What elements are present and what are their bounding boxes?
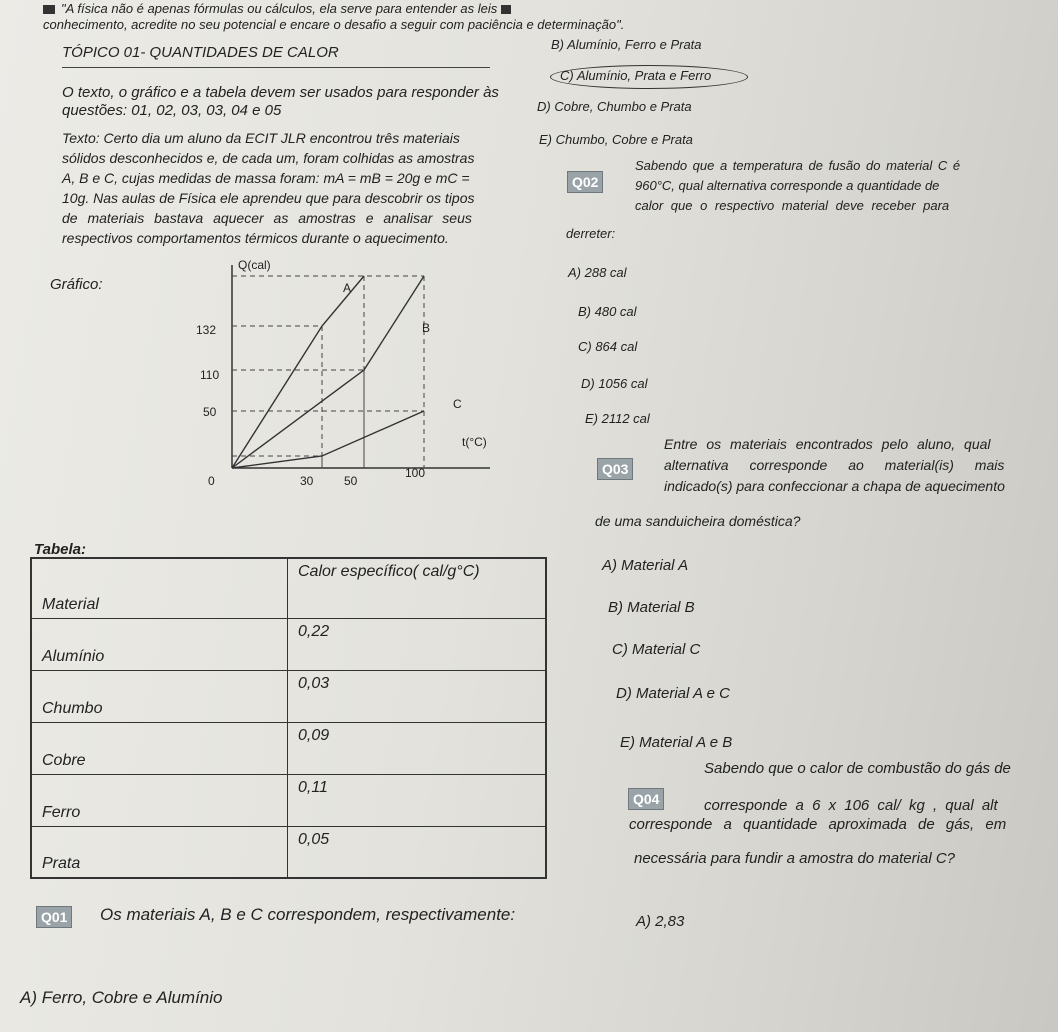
table-cell-calor: 0,11 [288, 774, 547, 826]
table-row [31, 774, 546, 826]
y-tick-132: 132 [196, 323, 217, 337]
x-axis-label: t(°C) [462, 435, 487, 449]
q04-line4: necessária para fundir a amostra do material C? [634, 850, 955, 867]
series-line-c [232, 411, 424, 468]
table-cell-calor: 0,03 [288, 670, 547, 722]
table-row [31, 722, 546, 774]
q01-option-d: D) Cobre, Chumbo e Prata [537, 99, 692, 114]
intro-line2: questões: 01, 02, 03, 03, 04 e 05 [62, 102, 282, 119]
table-header-calor: Calor específico( cal/g°C) [288, 558, 547, 618]
q03-option-d: D) Material A e C [616, 685, 730, 702]
table-cell-calor: 0,09 [288, 722, 547, 774]
q03-line2: alternativa corresponde ao material(is) mais [664, 457, 1005, 473]
q01-option-b: B) Alumínio, Ferro e Prata [551, 37, 702, 52]
q04-line1: Sabendo que o calor de combustão do gás de [704, 760, 1011, 777]
x-tick-50: 50 [344, 474, 358, 488]
intro-line1: O texto, o gráfico e a tabela devem ser usados para responder às [62, 84, 499, 101]
table-row [31, 670, 546, 722]
table-row [31, 618, 546, 670]
q03-option-b: B) Material B [608, 599, 695, 616]
q02-line1: Sabendo que a temperatura de fusão do material C é [635, 158, 961, 173]
text-line6: respectivos comportamentos térmicos durante o aquecimento. [62, 230, 449, 246]
y-tick-50: 50 [203, 405, 217, 419]
q02-line2: 960°C, qual alternativa corresponde a quantidade de [635, 178, 940, 193]
topic-underline [62, 67, 490, 68]
series-line-b [232, 276, 424, 468]
table-header-row [31, 558, 546, 618]
q02-option-c: C) 864 cal [578, 339, 638, 354]
table-cell-material: Chumbo [31, 670, 288, 722]
table-cell-material: Alumínio [31, 618, 288, 670]
table-row [31, 826, 546, 878]
header-quote-line1: "A física não é apenas fórmulas ou cálculos, ela serve para entender as leis [43, 1, 511, 16]
table-header-material: Material [31, 558, 288, 618]
line-label-b: B [422, 321, 431, 335]
q01-badge: Q01 [36, 906, 72, 928]
q02-option-b: B) 480 cal [578, 304, 637, 319]
text-line4: 10g. Nas aulas de Física ele aprendeu que para descobrir os tipos [62, 190, 475, 206]
table-cell-calor: 0,05 [288, 826, 547, 878]
line-label-c: C [453, 397, 462, 411]
q03-line1: Entre os materiais encontrados pelo aluno, qual [664, 436, 991, 452]
text-line1: Texto: Certo dia um aluno da ECIT JLR encontrou três materiais [62, 130, 460, 146]
y-tick-110: 110 [200, 368, 220, 382]
x-tick-100: 100 [405, 466, 426, 480]
line-label-a: A [343, 281, 352, 295]
q03-line3: indicado(s) para confeccionar a chapa de aquecimento [664, 478, 1005, 494]
q01-option-e: E) Chumbo, Cobre e Prata [539, 132, 693, 147]
q01-text: Os materiais A, B e C correspondem, respectivamente: [100, 905, 516, 924]
quote-icon [43, 5, 55, 14]
q02-badge: Q02 [567, 171, 603, 193]
table-cell-calor: 0,22 [288, 618, 547, 670]
q03-option-e: E) Material A e B [620, 734, 733, 751]
table-cell-material: Prata [31, 826, 288, 878]
q03-option-a: A) Material A [602, 557, 689, 574]
q03-line4: de uma sanduicheira doméstica? [595, 513, 801, 529]
table-cell-material: Ferro [31, 774, 288, 826]
q03-badge: Q03 [597, 458, 633, 480]
q04-badge: Q04 [628, 788, 664, 810]
text-line5: de materiais bastava aquecer as amostras e analisar seus [62, 210, 472, 226]
q03-option-c: C) Material C [612, 641, 701, 658]
q04-line3: corresponde a quantidade aproximada de gás, em [629, 816, 1007, 833]
q02-line4: derreter: [566, 226, 616, 241]
table-label: Tabela: [34, 541, 86, 558]
series-line-a [232, 276, 364, 468]
q02-option-e: E) 2112 cal [585, 411, 650, 426]
text-line3: A, B e C, cujas medidas de massa foram: mA = mB = 20g e mC = [62, 170, 470, 186]
graph-label: Gráfico: [50, 276, 103, 293]
x-tick-0: 0 [208, 474, 215, 488]
q01-option-c: C) Alumínio, Prata e Ferro [560, 68, 712, 83]
q02-line3: calor que o respectivo material deve receber para [635, 198, 950, 213]
header-quote-line2: conhecimento, acredite no seu potencial e encare o desafio a seguir com paciência e determinação". [43, 17, 625, 32]
quote-end-icon [501, 5, 511, 14]
table-cell-material: Cobre [31, 722, 288, 774]
x-tick-30: 30 [300, 474, 314, 488]
q01-option-a: A) Ferro, Cobre e Alumínio [20, 988, 223, 1007]
text-line2: sólidos desconhecidos e, de cada um, foram colhidas as amostras [62, 150, 475, 166]
q02-option-d: D) 1056 cal [581, 376, 648, 391]
q04-line2: corresponde a 6 x 106 cal/ kg , qual alt [704, 797, 998, 814]
specific-heat-table [30, 557, 547, 879]
q04-option-a: A) 2,83 [636, 913, 685, 930]
y-axis-label: Q(cal) [238, 258, 271, 272]
topic-title: TÓPICO 01- QUANTIDADES DE CALOR [62, 44, 339, 61]
q02-option-a: A) 288 cal [568, 265, 627, 280]
